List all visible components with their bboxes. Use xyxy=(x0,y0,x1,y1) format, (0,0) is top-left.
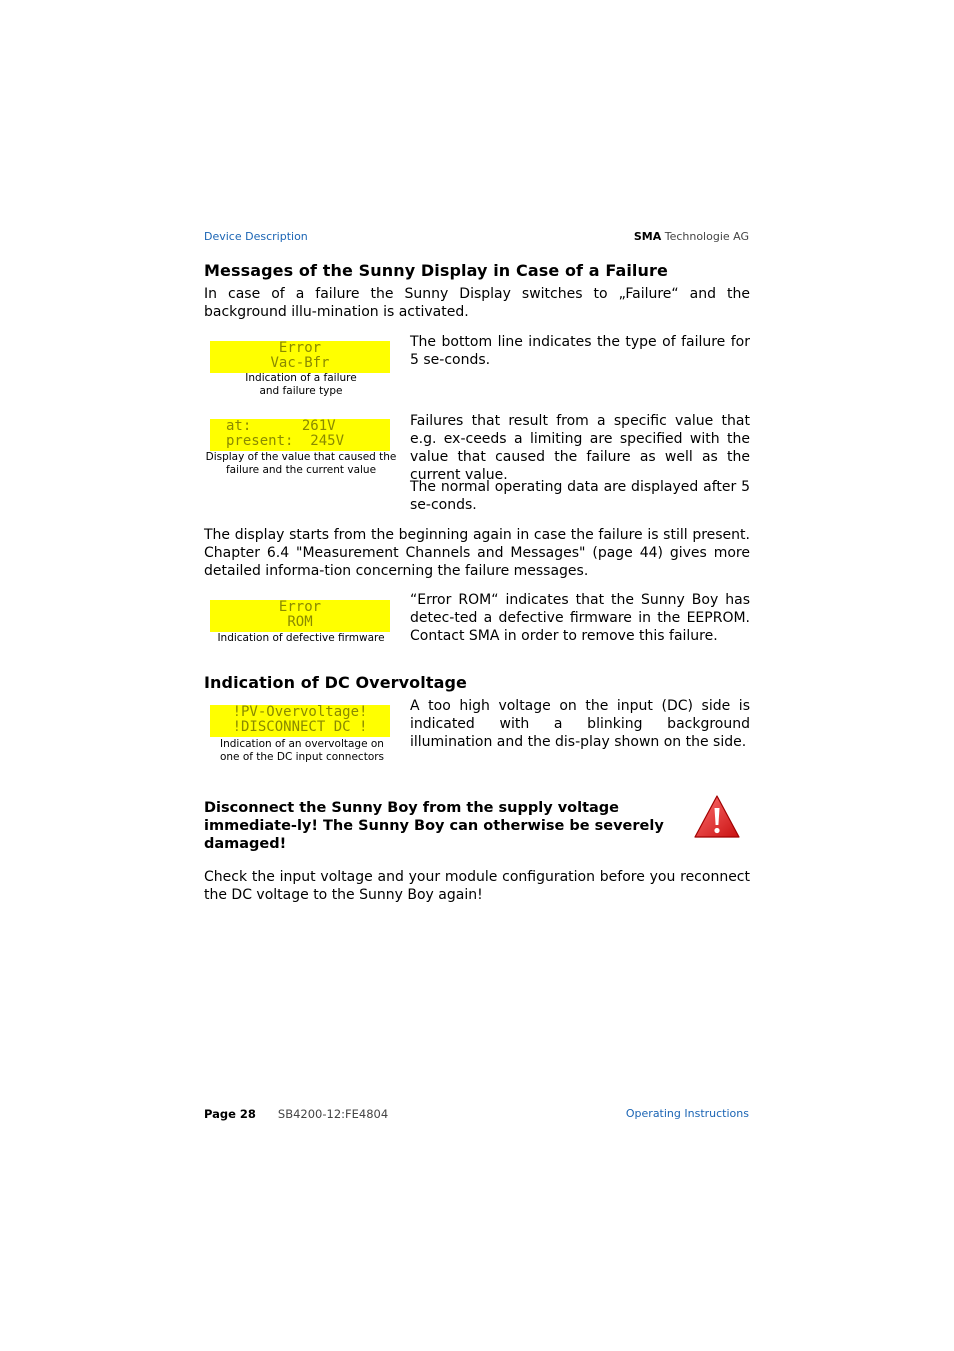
company-brand: SMA xyxy=(633,230,662,243)
lcd-line-1: Error xyxy=(278,599,322,615)
text-failure-values: Failures that result from a specific value that e.g. ex-ceeds a limiting are specified with the value that caused the failure as well as the current value. xyxy=(410,413,750,483)
lcd-line-2: !DISCONNECT DC ! xyxy=(232,719,368,735)
section-title-failure-messages: Messages of the Sunny Display in Case of a Failure xyxy=(204,261,668,280)
lcd-line-2: ROM xyxy=(287,614,313,630)
text-bottom-line-info: The bottom line indicates the type of failure for 5 se-conds. xyxy=(410,334,750,368)
figure-caption: Indication of an overvoltage on one of the DC input connectors xyxy=(219,738,385,763)
text-normal-operation: The normal operating data are displayed after 5 se-conds. xyxy=(410,479,750,513)
lcd-line-2: Vac-Bfr xyxy=(270,355,330,371)
intro-paragraph: In case of a failure the Sunny Display switches to „Failure“ and the background illu-mination is activated. xyxy=(204,286,750,320)
lcd-line-1: Error xyxy=(278,340,322,356)
text-error-rom: “Error ROM“ indicates that the Sunny Boy has detec-ted a defective firmware in the EEPROM. Contact SMA in order to remove this failure. xyxy=(410,592,750,644)
warning-text: Disconnect the Sunny Boy from the supply voltage immediate-ly! The Sunny Boy can otherwise be severely damaged! xyxy=(204,800,664,852)
running-header-company xyxy=(634,230,749,243)
lcd-line-2: present: 245V xyxy=(226,433,345,449)
running-header-section: Device Description xyxy=(204,230,308,243)
chapter-reference-paragraph: The display starts from the beginning again in case the failure is still present. Chapter 6.4 "Measurement Channels and Messages" (page 44) gives more detailed informa-tion concerning the failure messages. xyxy=(204,527,750,579)
warning-triangle-icon xyxy=(693,794,741,840)
company-suffix: Technologie AG xyxy=(661,230,749,243)
closing-paragraph: Check the input voltage and your module configuration before you reconnect the DC voltage to the Sunny Boy again! xyxy=(204,869,750,903)
footer-left xyxy=(204,1107,388,1121)
footer-document-type: Operating Instructions xyxy=(625,1107,749,1120)
figure-caption: Display of the value that caused the failure and the current value xyxy=(205,451,397,476)
lcd-display-overvoltage xyxy=(210,705,390,737)
figure-caption: Indication of defective firmware xyxy=(217,632,385,644)
figure-caption: Indication of a failure and failure type xyxy=(245,372,357,397)
lcd-line-1: !PV-Overvoltage! xyxy=(232,704,368,720)
section-title-dc-overvoltage: Indication of DC Overvoltage xyxy=(204,673,467,692)
text-overvoltage: A too high voltage on the input (DC) side is indicated with a blinking background illumination and the dis-play shown on the side. xyxy=(410,698,750,750)
lcd-display-values xyxy=(210,419,390,451)
document-id: SB4200-12:FE4804 xyxy=(277,1107,389,1121)
lcd-line-1: at: 261V xyxy=(226,418,336,434)
lcd-display-error-vac xyxy=(210,341,390,373)
lcd-display-error-rom xyxy=(210,600,390,632)
page-number: Page 28 xyxy=(204,1107,256,1121)
